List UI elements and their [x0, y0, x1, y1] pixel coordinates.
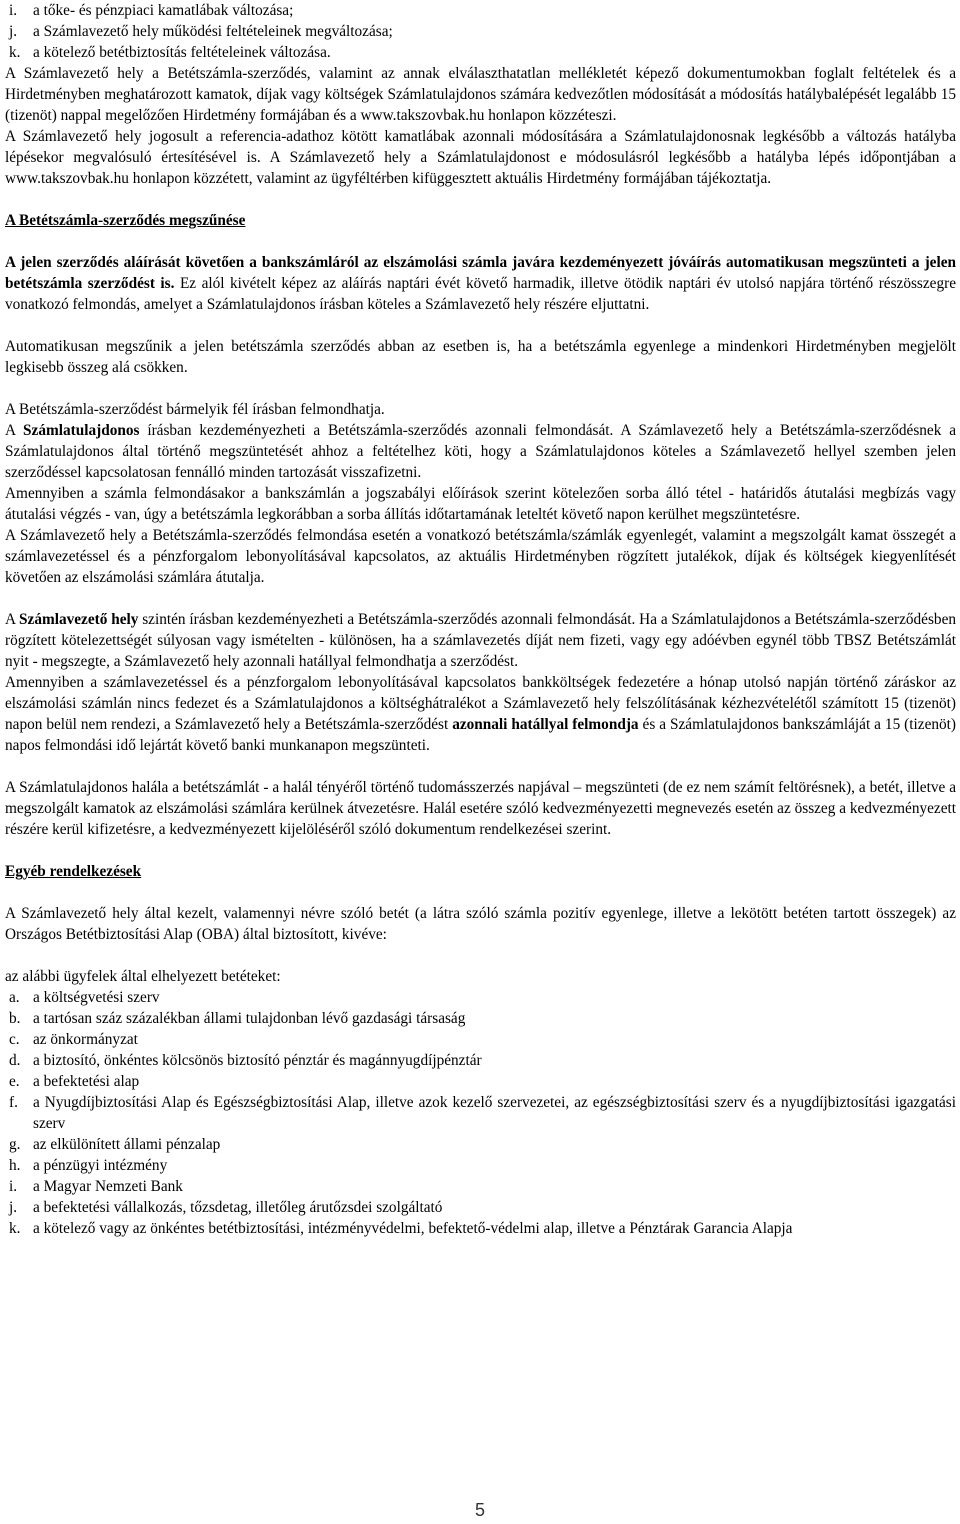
- list-item: [5, 21, 956, 42]
- paragraph-balance-transfer: A Számlavezető hely a Betétszámla-szerződés felmondása esetén a vonatkozó betétszámla/számlák egyenlegét, valamint a megszolgált kamat összegét a számlavezetéssel és a pénzforgalom lebonyolításával kapcsolatos, az aktuális Hirdetményben rögzített jutalékok, díjak és költségek kiegyenlítését követően az elszámolási számlára átutalja.: [5, 527, 956, 586]
- paragraph-either-party: A Betétszámla-szerződést bármelyik fél írásban felmondhatja.: [5, 401, 385, 418]
- list-marker: k.: [9, 44, 21, 61]
- list-marker: a.: [9, 989, 20, 1006]
- list-marker: g.: [9, 1136, 21, 1153]
- list-text: a pénzügyi intézmény: [33, 1157, 168, 1174]
- list-marker: j.: [9, 1199, 18, 1216]
- bold-text: Számlatulajdonos: [23, 422, 140, 439]
- list-marker: b.: [9, 1010, 21, 1027]
- list-marker: i.: [9, 2, 18, 19]
- list-text: a kötelező betétbiztosítás feltételeinek változása.: [33, 44, 331, 61]
- list-item: [5, 0, 956, 21]
- list-text: a biztosító, önkéntes kölcsönös biztosító pénztár és magánnyugdíjpénztár: [33, 1052, 482, 1069]
- list-item: [5, 1050, 956, 1071]
- exceptions-list: [5, 987, 956, 1239]
- paragraph-modification-notice: A Számlavezető hely a Betétszámla-szerződés, valamint az annak elválaszthatatlan mellékletét képező dokumentumokban foglalt feltételek és a Hirdetményben meghatározott kamatok, díjak vagy költségek Számlatulajdonos számára kedvezőtlen módosítását a módosítás hatálybalépését legalább 15 (tizenöt) nappal megelőzően Hirdetmény formájában és a www.takszovbak.hu honlapon közzéteszi.: [5, 65, 956, 124]
- list-text: a befektetési vállalkozás, tőzsdetag, illetőleg árutőzsdei szolgáltató: [33, 1199, 443, 1216]
- list-marker: i.: [9, 1178, 18, 1195]
- list-item: [5, 1092, 956, 1134]
- list-marker: k.: [9, 1220, 21, 1237]
- text-span: Amennyiben a számlavezetéssel és a pénzforgalom lebonyolításával kapcsolatos bankköltségek fedezetére a hónap utolsó napján történő záráskor az elszámolási számlán nincs fedezet és a Számlatulajdonos a költséghátralékot a Számlavezető hely felszólításának kézhezvételétől számított 15 (tizenöt) napon belül nem rendezi, a Számlavezető hely a Betétszámla-szerződést: [5, 674, 956, 733]
- text-span: szintén írásban kezdeményezheti a Betétszámla-szerződés azonnali felmondását. Ha a Számlatulajdonos a Betétszámla-szerződésben rögzített kötelezettségét súlyosan vagy ismételten - különösen, ha a számlavezetés díját nem fizeti, vagy egy adóévben egynél több TBSZ Betétszámlát nyit - megszegte, a Számlavezető hely azonnali hatállyal felmondhatja a szerződést.: [5, 611, 957, 670]
- paragraph-automatic-termination: [5, 252, 956, 315]
- section-heading-other: Egyéb rendelkezések: [5, 863, 142, 880]
- list-text: a tőke- és pénzpiaci kamatlábak változása;: [33, 2, 294, 19]
- paragraph-exceptions-intro: az alábbi ügyfelek által elhelyezett betéteket:: [5, 968, 281, 985]
- list-text: az önkormányzat: [33, 1031, 138, 1048]
- list-item: [5, 1218, 956, 1239]
- document-page: [5, 0, 956, 1239]
- list-text: a Nyugdíjbiztosítási Alap és Egészségbiztosítási Alap, illetve azok kezelő szervezetei, az egészségbiztosítási szerv és a nyugdíjbiztosítási igazgatási szerv: [33, 1094, 956, 1132]
- bold-text: Számlavezető hely: [19, 611, 139, 628]
- list-marker: c.: [9, 1031, 20, 1048]
- list-text: a befektetési alap: [33, 1073, 140, 1090]
- list-item: [5, 1029, 956, 1050]
- paragraph-minimum-balance: Automatikusan megszűnik a jelen betétszámla szerződés abban az esetben is, ha a betétszámla egyenlege a mindenkori Hirdetményben megjelölt legkisebb összeg alá csökken.: [5, 338, 956, 376]
- paragraph-death-of-owner: A Számlatulajdonos halála a betétszámlát - a halál tényéről történő tudomásszerzés napjával – megszünteti (de ez nem számít feltörésnek), a betét, illetve a megszolgált kamatok az elszámolási számlára kerülnek átvezetésre. Halál esetére szóló kedvezményezetti megnevezés esetén az összeg a kedvezményezett részére kerül kifizetésre, a kedvezményezett kijelöléséről szóló dokumentum rendelkezései szerint.: [5, 779, 956, 838]
- bold-text: azonnali hatállyal felmondja: [452, 716, 639, 733]
- list-text: a költségvetési szerv: [33, 989, 160, 1006]
- list-text: a Számlavezető hely működési feltételeinek megváltozása;: [33, 23, 393, 40]
- list-text: a kötelező vagy az önkéntes betétbiztosítási, intézményvédelmi, befektető-védelmi alap, illetve a Pénztárak Garancia Alapja: [33, 1220, 793, 1237]
- list-item: [5, 1008, 956, 1029]
- list-item: [5, 987, 956, 1008]
- paragraph-queued-items: Amennyiben a számla felmondásakor a bankszámlán a jogszabályi előírások szerint kötelezően sorba álló tétel - határidős átutalási megbízás vagy átutalási végzés - van, úgy a betétszámla legkorábban a sorba állítás időtartamának leteltét követő napon kerülhet megszüntetésre.: [5, 485, 956, 523]
- text-span: írásban kezdeményezheti a Betétszámla-szerződés azonnali felmondását. A Számlavezető hely a Betétszámla-szerződésnek a Számlatulajdonos által történő megszüntetését ahhoz a feltételhez köti, hogy a Számlatulajdonos köteles a Számlavezető hellyel szemben jelen szerződéssel kapcsolatosan fennálló minden tartozását visszafizetni.: [5, 422, 956, 481]
- list-item: [5, 42, 956, 63]
- list-marker: d.: [9, 1052, 21, 1069]
- list-text: az elkülönített állami pénzalap: [33, 1136, 221, 1153]
- paragraph-deposit-insurance: A Számlavezető hely által kezelt, valamennyi névre szóló betét (a látra szóló számla pozitív egyenlege, illetve a lekötött betéten tartott összegek) az Országos Betétbiztosítási Alap (OBA) által biztosított, kivéve:: [5, 905, 956, 943]
- list-item: [5, 1071, 956, 1092]
- text-span: és a Számlatulajdonos bankszámláját a 15 (tizenöt) napos felmondási idő lejártát követő banki munkanapon megszünteti.: [5, 716, 956, 754]
- list-marker: h.: [9, 1157, 21, 1174]
- top-list: [5, 0, 956, 63]
- list-item: [5, 1134, 956, 1155]
- paragraph-bank-termination: [5, 609, 956, 672]
- list-item: [5, 1197, 956, 1218]
- section-heading-termination: A Betétszámla-szerződés megszűnése: [5, 212, 246, 229]
- list-item: [5, 1176, 956, 1197]
- paragraph-owner-termination: [5, 420, 956, 483]
- paragraph-reference-rate: A Számlavezető hely jogosult a referencia-adathoz kötött kamatlábak azonnali módosítására a Számlatulajdonosnak legkésőbb a változás hatályba lépésekor megvalósuló értesítésével is. A Számlavezető hely a Számlatulajdonost e módosulásról legkésőbb a hatályba lépés időpontjában a www.takszovbak.hu honlapon közzétett, valamint az ügyféltérben kifüggesztett aktuális Hirdetmény formájában tájékoztatja.: [5, 128, 956, 187]
- list-text: a Magyar Nemzeti Bank: [33, 1178, 183, 1195]
- page-number: 5: [474, 1500, 485, 1520]
- list-text: a tartósan száz százalékban állami tulajdonban lévő gazdasági társaság: [33, 1010, 466, 1027]
- list-marker: f.: [9, 1094, 18, 1111]
- list-item: [5, 1155, 956, 1176]
- text-span: A: [5, 611, 20, 628]
- bold-text: A jelen szerződés aláírását követően a bankszámláról az elszámolási számla javára kezdeményezett jóváírás automatikusan megszünteti a jelen betétszámla szerződést is.: [5, 254, 956, 292]
- list-marker: j.: [9, 23, 18, 40]
- list-marker: e.: [9, 1073, 20, 1090]
- text-span: A: [5, 422, 24, 439]
- text-span: Ez alól kivételt képez az aláírás naptári évét követő harmadik, illetve ötödik naptári év utolsó napjára történő részösszegre vonatkozó felmondás, amelyet a Számlatulajdonos írásban köteles a Számlavezető hely részére eljuttatni.: [5, 275, 957, 313]
- paragraph-unpaid-costs: [5, 672, 956, 756]
